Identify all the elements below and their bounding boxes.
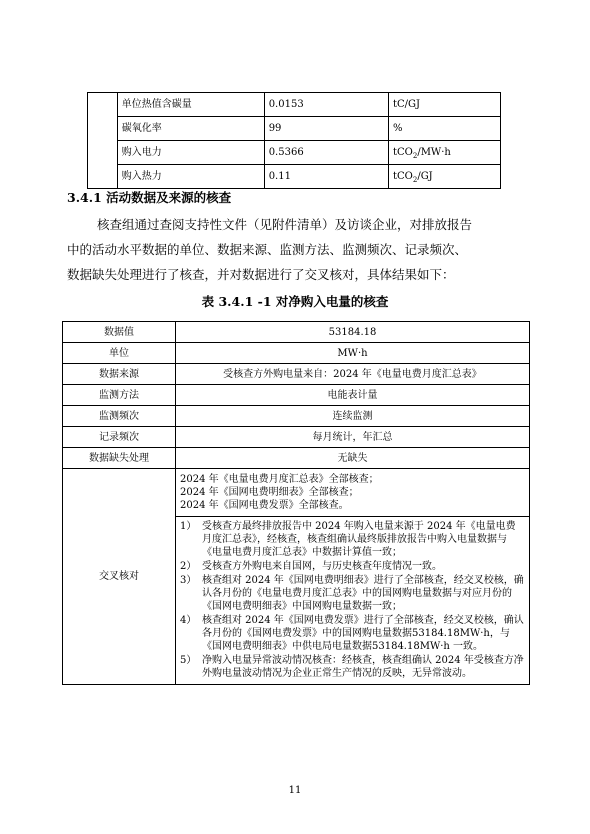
table-title: 表 3.4.1 -1 对净购入电量的核查	[201, 294, 389, 309]
table-row	[88, 165, 501, 189]
cross-check-list-cell	[176, 517, 530, 685]
source-line: 2024 年《国网电费发票》全部核查。	[180, 500, 349, 511]
merged-category-cell	[88, 93, 118, 189]
param-unit: tC/GJ	[388, 93, 500, 117]
list-item	[180, 560, 525, 573]
paragraph-line: 数据缺失处理进行了核查，并对数据进行了交叉核对，具体结果如下：	[67, 267, 455, 282]
purchased-electricity-check-table	[62, 321, 530, 685]
paragraph-line: 核查组通过查阅支持性文件（见附件清单）及访谈企业，对排放报告	[97, 217, 473, 232]
row-label: 数据值	[63, 322, 176, 343]
param-unit: tCO$_2$/MW·h	[388, 141, 500, 165]
param-value: 0.11	[264, 165, 388, 189]
list-item	[180, 574, 525, 613]
table-row	[63, 469, 530, 517]
row-label: 记录频次	[63, 427, 176, 448]
param-unit: %	[388, 117, 500, 141]
emission-factor-table	[87, 92, 501, 189]
row-value: 连续监测	[176, 406, 530, 427]
table-row	[63, 406, 530, 427]
param-value: 0.5366	[264, 141, 388, 165]
param-name: 单位热值含碳量	[117, 93, 264, 117]
param-name: 碳氧化率	[117, 117, 264, 141]
param-name: 购入电力	[117, 141, 264, 165]
list-text: 受核查方最终排放报告中 2024 年购入电量来源于 2024 年《电量电费月度汇总表》，经核查，核查组确认最终版排放报告中购入电量数据与《电量电费月度汇总表》中数据计算值一致；	[202, 521, 516, 558]
list-text: 核查组对 2024 年《国网电费明细表》进行了全部核查，经交叉校核，确认各月份的《电量电费月度汇总表》中的国网购电量数据与对应月份的《国网电费明细表》中国网购电量数据一致；	[202, 575, 524, 612]
table-row	[88, 117, 501, 141]
list-text: 核查组对 2024 年《国网电费发票》进行了全部核查，经交叉校核，确认各月份的《国网电费发票》中的国网购电量数据53184.18MW·h，与《国网电费明细表》中供电局电量数据53184.18MW·h 一致。	[202, 615, 524, 652]
row-label: 数据缺失处理	[63, 448, 176, 469]
list-text: 受核查方外购电来自国网，与历史核查年度情况一致。	[202, 561, 442, 572]
row-value: 电能表计量	[176, 385, 530, 406]
row-label: 单位	[63, 343, 176, 364]
section-heading: 3.4.1 活动数据及来源的核查	[67, 190, 232, 205]
list-item	[180, 654, 525, 680]
table-row	[88, 141, 501, 165]
table-row	[63, 385, 530, 406]
row-value: 每月统计，年汇总	[176, 427, 530, 448]
cross-check-label: 交叉核对	[63, 469, 176, 685]
list-item	[180, 520, 525, 559]
table-row	[63, 343, 530, 364]
page-number: 11	[288, 785, 302, 796]
param-value: 99	[264, 117, 388, 141]
row-label: 数据来源	[63, 364, 176, 385]
param-value: 0.0153	[264, 93, 388, 117]
list-number: 4）	[180, 615, 197, 626]
table-row	[63, 322, 530, 343]
table-row	[63, 448, 530, 469]
table-row	[63, 427, 530, 448]
row-label: 监测方法	[63, 385, 176, 406]
row-value: 受核查方外购电量来自：2024 年《电量电费月度汇总表》	[176, 364, 530, 385]
list-item	[180, 614, 525, 653]
source-documents-cell	[176, 469, 530, 517]
list-number: 2）	[180, 561, 197, 572]
table-row	[63, 364, 530, 385]
paragraph-line: 中的活动水平数据的单位、数据来源、监测方法、监测频次、记录频次、	[67, 242, 468, 257]
row-label: 监测频次	[63, 406, 176, 427]
list-number: 5）	[180, 655, 197, 666]
row-value: MW·h	[176, 343, 530, 364]
row-value: 无缺失	[176, 448, 530, 469]
param-name: 购入热力	[117, 165, 264, 189]
table-row	[88, 93, 501, 117]
row-value: 53184.18	[176, 322, 530, 343]
source-line: 2024 年《电量电费月度汇总表》全部核查；	[180, 474, 379, 485]
list-number: 1）	[180, 521, 197, 532]
source-line: 2024 年《国网电费明细表》全部核查；	[180, 487, 359, 498]
param-unit: tCO$_2$/GJ	[388, 165, 500, 189]
list-number: 3）	[180, 575, 197, 586]
list-text: 净购入电量异常波动情况核查：经核查，核查组确认 2024 年受核查方净外购电量波动情况为企业正常生产情况的反映，无异常波动。	[202, 655, 524, 679]
